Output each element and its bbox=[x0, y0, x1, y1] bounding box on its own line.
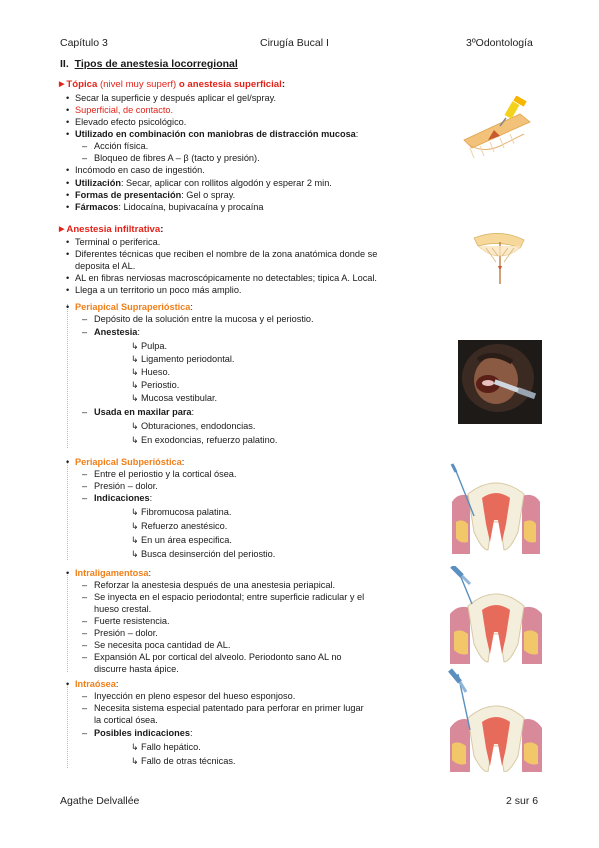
bullet-icon: • bbox=[66, 129, 70, 139]
intraosea-colon: : bbox=[115, 679, 119, 689]
dash-icon: – bbox=[82, 493, 88, 503]
usada-label: Usada en maxilar para bbox=[94, 407, 192, 417]
infiltrativa-item-text: Terminal o periferica. bbox=[75, 237, 161, 247]
farm-label: Fármacos bbox=[75, 202, 119, 212]
dash-icon: – bbox=[82, 616, 88, 626]
dash-icon: – bbox=[82, 153, 88, 163]
intralig-item-text: hueso crestal. bbox=[94, 604, 152, 614]
supra-guide-line bbox=[67, 304, 68, 448]
dash-icon: – bbox=[82, 469, 88, 479]
section-title-text: Tipos de anestesia locorregional bbox=[74, 58, 238, 70]
patient-injection-photo bbox=[458, 340, 542, 424]
anest-item-text: Periostio. bbox=[141, 380, 180, 390]
pos-label: Posibles indicaciones bbox=[94, 728, 190, 738]
ind-item-text: En un área especifica. bbox=[141, 535, 232, 545]
dash-icon: – bbox=[82, 481, 88, 491]
intraosea-head: Intraósea bbox=[75, 679, 116, 689]
dash-icon: – bbox=[82, 141, 88, 151]
sub-head: Periapical Subperióstica bbox=[75, 457, 182, 467]
bullet-icon: • bbox=[66, 105, 70, 115]
anest-item-text: Hueso. bbox=[141, 367, 171, 377]
section-title bbox=[60, 58, 238, 70]
supra-colon: : bbox=[190, 302, 193, 312]
arrow-icon: ↳ bbox=[131, 421, 139, 431]
intraosea-item-text: Inyección en pleno espesor del hueso esponjoso. bbox=[94, 691, 296, 701]
topica-sub-text: Bloqueo de fibres A – β (tacto y presión). bbox=[94, 153, 260, 163]
topical-anesthesia-illustration bbox=[460, 96, 538, 166]
pos-item-text: Fallo de otras técnicas. bbox=[141, 756, 236, 766]
topica-head-rest: o anestesia superficial bbox=[178, 79, 282, 90]
bullet-icon: • bbox=[66, 117, 70, 127]
header-chapter: Capítulo 3 bbox=[60, 37, 108, 49]
intraosseous-tooth-illustration bbox=[444, 668, 544, 772]
pos-item-text: Fallo hepático. bbox=[141, 742, 201, 752]
infiltrativa-colon: : bbox=[160, 224, 164, 235]
arrow-icon: ↳ bbox=[131, 380, 139, 390]
infiltrativa-item-text: deposita el AL. bbox=[75, 261, 136, 271]
arrow-icon: ↳ bbox=[131, 521, 139, 531]
dash-icon: – bbox=[82, 640, 88, 650]
bullet-icon: • bbox=[66, 457, 70, 467]
subperiosteal-tooth-illustration bbox=[448, 462, 544, 554]
ind-label: Indicaciones bbox=[94, 493, 150, 503]
dash-icon: – bbox=[82, 592, 88, 602]
intralig-colon: : bbox=[148, 568, 152, 578]
header-year: 3ºOdontología bbox=[466, 37, 533, 49]
footer-page-number: 2 sur 6 bbox=[506, 795, 539, 807]
usada-item-text: En exodoncias, refuerzo palatino. bbox=[141, 435, 278, 445]
bullet-icon: • bbox=[66, 178, 70, 188]
util-text: : Secar, aplicar con rollitos algodón y esperar 2 min. bbox=[120, 178, 332, 188]
intraosea-guide-line bbox=[67, 684, 68, 768]
topica-item-text: Superficial, de contacto. bbox=[75, 105, 174, 115]
anest-item-text: Mucosa vestibular. bbox=[141, 393, 218, 403]
dash-icon: – bbox=[82, 327, 88, 337]
topica-item-text: Secar la superficie y después aplicar el gel/spray. bbox=[75, 93, 277, 103]
dash-icon: – bbox=[82, 652, 88, 662]
arrow-icon: ↳ bbox=[131, 393, 139, 403]
infiltrativa-item-text: AL en fibras nerviosas macroscópicamente no detectables; tipica A. Local. bbox=[75, 273, 377, 283]
farm-text: : Lidocaína, bupivacaína y procaína bbox=[118, 202, 264, 212]
bullet-icon: • bbox=[66, 679, 70, 689]
bullet-icon: • bbox=[66, 273, 70, 283]
infiltrativa-item-text: Llega a un territorio un poco más amplio. bbox=[75, 285, 242, 295]
anest-item-text: Pulpa. bbox=[141, 341, 168, 351]
usada-item-text: Obturaciones, endodoncias. bbox=[141, 421, 256, 431]
intralig-item-text: Reforzar la anestesia después de una anestesia periapical. bbox=[94, 580, 336, 590]
bullet-icon: • bbox=[66, 93, 70, 103]
topica-item-text: Incómodo en caso de ingestión. bbox=[75, 165, 205, 175]
triangle-bullet-icon: ▶ bbox=[59, 81, 65, 88]
ind-item-text: Busca desinserción del periostio. bbox=[141, 549, 276, 559]
sub-item-text: Entre el periostio y la cortical ósea. bbox=[94, 469, 237, 479]
util-label: Utilización bbox=[75, 178, 121, 188]
dash-icon: – bbox=[82, 580, 88, 590]
topica-item-text: Utilizado en combinación con maniobras de distracción mucosa: bbox=[75, 129, 359, 139]
anest-item-text: Ligamento periodontal. bbox=[141, 354, 235, 364]
topica-head-bold: Tópica bbox=[66, 79, 98, 90]
topica-item-text: Elevado efecto psicológico. bbox=[75, 117, 187, 127]
bullet-icon: • bbox=[66, 202, 70, 212]
infiltrative-anesthesia-illustration bbox=[462, 226, 538, 294]
topica-heading bbox=[59, 79, 285, 90]
formas-label: Formas de presentación bbox=[75, 190, 182, 200]
arrow-icon: ↳ bbox=[131, 756, 139, 766]
intralig-item-text: Expansión AL por cortical del alveolo. Periodonto sano AL no bbox=[94, 652, 342, 662]
intraosea-item-text: Necesita sistema especial patentado para perforar en primer lugar bbox=[94, 703, 364, 713]
sub-colon: : bbox=[181, 457, 185, 467]
ind-item-text: Fibromucosa palatina. bbox=[141, 507, 232, 517]
arrow-icon: ↳ bbox=[131, 341, 139, 351]
bullet-icon: • bbox=[66, 249, 70, 259]
header-course: Cirugía Bucal I bbox=[260, 37, 329, 49]
dash-icon: – bbox=[82, 728, 88, 738]
arrow-icon: ↳ bbox=[131, 367, 139, 377]
infiltrativa-heading bbox=[59, 224, 163, 235]
formas-text: : Gel o spray. bbox=[181, 190, 236, 200]
dash-icon: – bbox=[82, 703, 88, 713]
intralig-item-text: Fuerte resistencia. bbox=[94, 616, 170, 626]
triangle-bullet-icon: ▶ bbox=[59, 226, 65, 233]
bullet-icon: • bbox=[66, 302, 70, 312]
bullet-icon: • bbox=[66, 285, 70, 295]
dash-icon: – bbox=[82, 691, 88, 701]
footer-author: Agathe Delvallée bbox=[60, 795, 140, 807]
arrow-icon: ↳ bbox=[131, 742, 139, 752]
arrow-icon: ↳ bbox=[131, 507, 139, 517]
bullet-icon: • bbox=[66, 237, 70, 247]
intralig-head: Intraligamentosa bbox=[75, 568, 149, 578]
intraosea-item-text: la cortical ósea. bbox=[94, 715, 158, 725]
sub-guide-line bbox=[67, 460, 68, 560]
anest-label: Anestesia bbox=[94, 327, 138, 337]
arrow-icon: ↳ bbox=[131, 535, 139, 545]
infiltrativa-item-text: Diferentes técnicas que reciben el nombre de la zona anatómica donde se bbox=[75, 249, 378, 259]
supra-head: Periapical Supraperióstica bbox=[75, 302, 191, 312]
bullet-icon: • bbox=[66, 190, 70, 200]
bullet-icon: • bbox=[66, 165, 70, 175]
topica-sub-text: Acción física. bbox=[94, 141, 149, 151]
intralig-guide-line bbox=[67, 572, 68, 672]
dash-icon: – bbox=[82, 314, 88, 324]
section-number: II. bbox=[60, 58, 69, 70]
arrow-icon: ↳ bbox=[131, 549, 139, 559]
intralig-item-text: Se inyecta en el espacio periodontal; entre superficie radicular y el bbox=[94, 592, 365, 602]
dash-icon: – bbox=[82, 407, 88, 417]
intraligamentous-tooth-illustration bbox=[448, 566, 544, 664]
intralig-item-text: discurre hasta ápice. bbox=[94, 664, 179, 674]
infiltrativa-head: Anestesia infiltrativa bbox=[66, 224, 161, 235]
intralig-item-text: Presión – dolor. bbox=[94, 628, 158, 638]
intralig-item-text: Se necesita poca cantidad de AL. bbox=[94, 640, 231, 650]
topica-head-note: (nivel muy superf) bbox=[97, 79, 179, 90]
topica-colon: : bbox=[281, 79, 286, 90]
sub-item-text: Presión – dolor. bbox=[94, 481, 158, 491]
ind-item-text: Refuerzo anestésico. bbox=[141, 521, 228, 531]
arrow-icon: ↳ bbox=[131, 354, 139, 364]
supra-dep-text: Depósito de la solución entre la mucosa y el periostio. bbox=[94, 314, 314, 324]
bullet-icon: • bbox=[66, 568, 70, 578]
dash-icon: – bbox=[82, 628, 88, 638]
arrow-icon: ↳ bbox=[131, 435, 139, 445]
